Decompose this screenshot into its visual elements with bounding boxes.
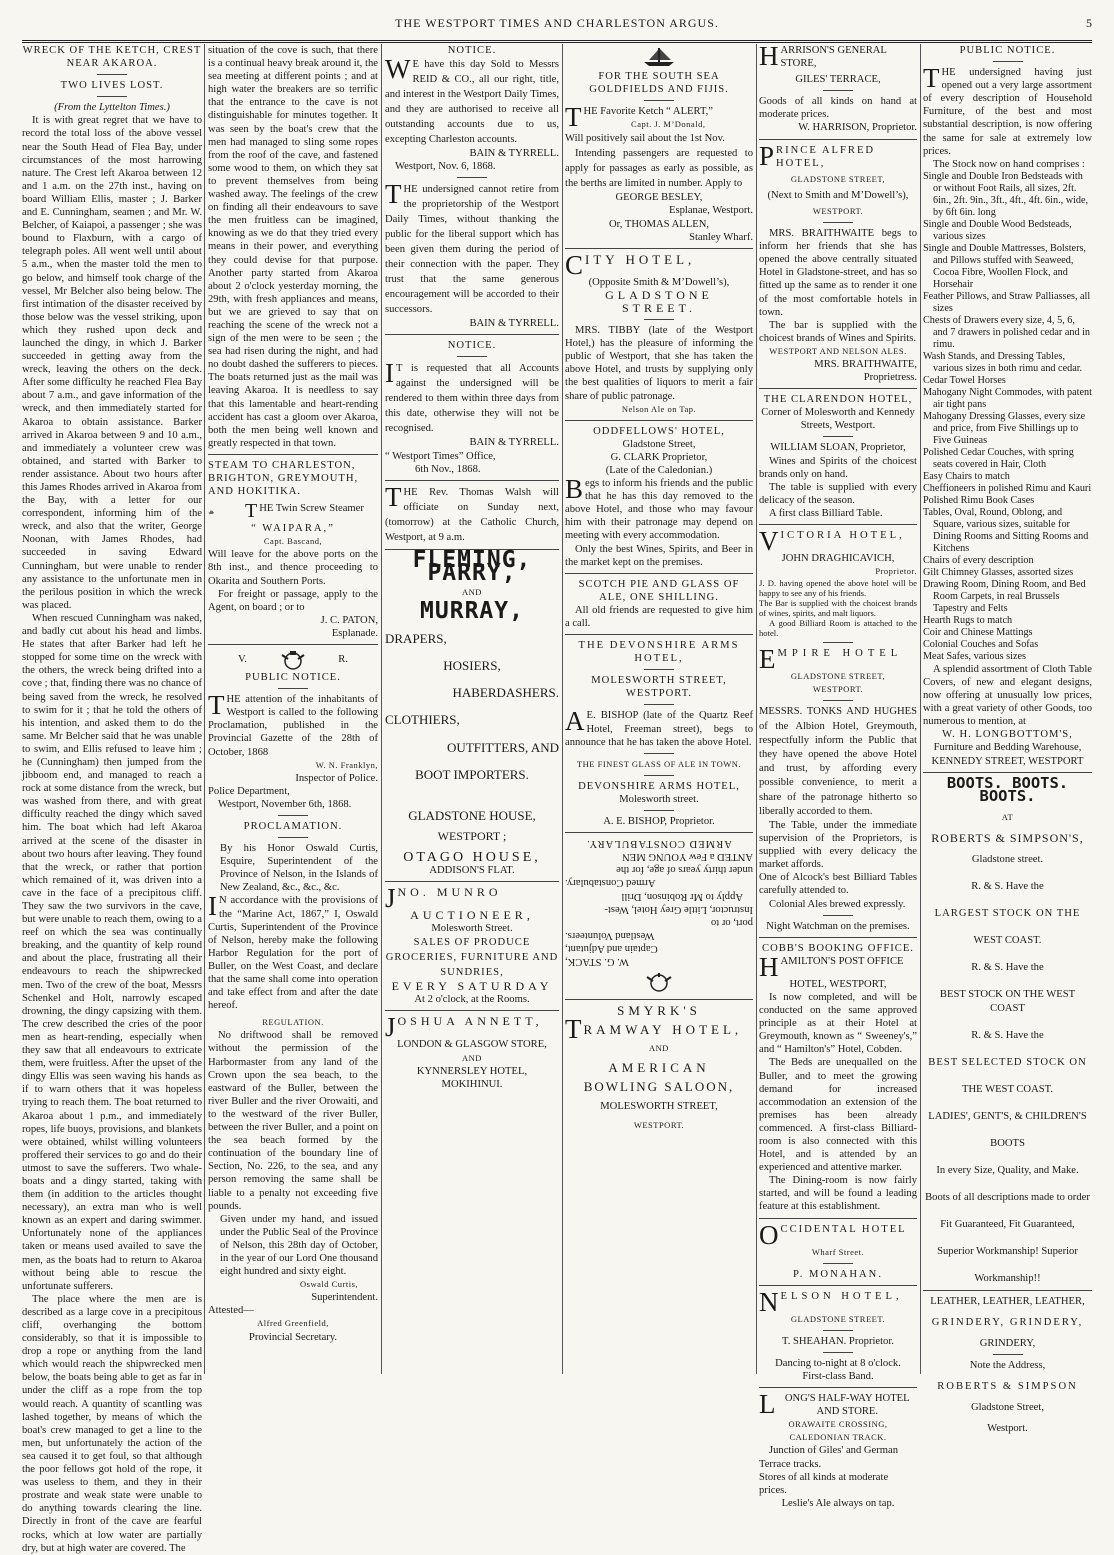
auction-sales: SALES OF PRODUCE GROCERIES, FURNITURE AND SUNDRIES,	[385, 937, 559, 979]
scotch-body: All old friends are requested to give him a call.	[565, 604, 753, 629]
hotel-name: SMYRK'S	[617, 1003, 701, 1019]
boots-at: AT	[1001, 811, 1014, 822]
attested-label: Attested—	[208, 1305, 254, 1317]
hotel-proprietor: MRS. BRAITHWAITE,	[814, 358, 917, 370]
article-paragraph: The place where the men are is described as a large cove in a precipitous cliff, overhanging the bottom considerably, so that it is impossible to drop a rope or anything from the land which would reach the shipwrecked men below, the boats being able to get as far in under the cliff as a rope from the top would reach. A quantity of scantling was lashed together, by means of which the boat's crew managed to get a line to the men, but unfortunately the action of the sea caused it to get foul, so that although the poor fellows got hold of the rope, it was useless to them, and they in their prostrate and weak state were unable to do anything towards clearing the line. Directly in front of the cave are fearful rocks, which at low water are partially dry, but at high water are covered. The	[22, 1293, 202, 1554]
hotel-name: AMERICAN	[608, 1060, 710, 1076]
furniture-item: Single and Double Mattresses, Bolsters, and Pillows stuffed with Seaweed, Cocoa Fibre, Woollen Flock, and Horsehair	[923, 242, 1086, 290]
store-name: ROBERTS & SIMPSON'S,	[931, 830, 1084, 845]
hotel-proprietor: P. MONAHAN.	[793, 1268, 883, 1280]
regulation-headline: REGULATION.	[262, 1017, 324, 1028]
store-name: ROBERTS & SIMPSON	[937, 1380, 1078, 1392]
divider	[644, 753, 674, 754]
divider	[565, 573, 753, 574]
notice-date: Westport, Nov. 6, 1868.	[395, 161, 496, 173]
ad-line: ARMED CONSTABULARY.	[586, 838, 732, 850]
hotel-street: GLADSTONE STREET,	[790, 671, 886, 682]
masthead	[22, 10, 1092, 43]
divider	[385, 881, 559, 882]
divider	[385, 1010, 559, 1011]
agent-place: Esplanade.	[331, 627, 378, 639]
boots-line: BEST SELECTED STOCK ON	[928, 1056, 1087, 1068]
store-name: LONDON & GLASGOW STORE,	[397, 1039, 547, 1051]
newspaper-title: THE WESTPORT TIMES AND CHARLESTON ARGUS.	[395, 16, 719, 30]
ad-line: under thirty years of age, for the	[616, 864, 753, 876]
firm-and: AND	[462, 586, 482, 597]
column-5: H ARRISON'S GENERAL STORE, GILES' TERRACE, Goods of all kinds on hand at moderate prices. W. HARRISON, Proprietor. P RINCE ALFRED HOTEL, GLADSTONE STREET, (Next to Smith and M’Dowell’s), WESTPORT. MRS. BRAITHWAITE begs to inform her friends that she has opened the above centrally situated Hotel in Gladstone-street, and has so fitted up the same as to render it one of the most comfortable hotels in town. The bar is supplied with the choicest brands of Wines and Spirits. WESTPORT AND NELSON ALES. MRS. BRAITHWAITE, Proprietress. THE CLARENDON HOTEL, Corner of Molesworth and Kennedy Streets, Westport. WILLIAM SLOAN, Proprietor, Wines and Spirits of the choicest brands only on hand. The table is supplied with every delicacy of the season. A first class Billiard Table. V ICTORIA HOTEL, JOHN DRAGHICAVICH, Proprietor. J. D. having opened the above hotel will be happy to see any of his friends. The Bar is supplied with the choicest brands of wines, spirits, and malt liquors. A good Billiard Room is attached to the hotel. E MPIRE HOTEL GLADSTONE STREET, WESTPORT. MESSRS. TONKS AND HUGHES of the Albion Hotel, Greymouth, respectfully inform the Public that they have opened the above Hotel and trust, by affording every possible convenience, to merit a share of the patronage hitherto so liberally accorded to them. The Table, under the immediate supervision of the Proprietors, is supplied with every delicacy the market affords. One of Alcock's best Billiard Tables carefully attended to. Colonial Ales brewed expressly. Night Watchman on the premises. COBB'S BOOKING OFFICE. H AMILTON'S POST OFFICE HOTEL, WESTPORT, Is now completed, and will be conducted on the same approved principle as at their Hotel at Greymouth, known as “ Sweeney's,” and “ Hamilton's” Hotel, Cobden. The Beds are unequalled on the Buller, and to meet the growing demand for increased accommodation an extension of the premises has been already commenced. A first-class Billiard-room is also connected with this Hotel, and is attended by an experienced and attentive marker. The Dining-room is now fairly started, and will be found a leading feature at this establishment. O CCIDENTAL HOTEL Wharf Street. P. MONAHAN. N ELSON HOTEL, GLADSTONE STREET. T. SHEAHAN. Proprietor. Dancing to-night at 8 o'clock. First-class Band. L ONG'S HALF-WAY HOTEL AND STORE. ORAWAITE CROSSING, CALEDONIAN TRACK. Junction of Giles' and German Terrace tracks. Stores of all kinds at moderate prices. Leslie's Ale always on tap.	[759, 41, 917, 1509]
boots-line: Superior Workmanship! Superior	[937, 1246, 1078, 1258]
hotel-event: Dancing to-night at 8 o'clock.	[775, 1357, 901, 1369]
divider	[644, 319, 674, 320]
hotel-street: Molesworth street.	[619, 793, 699, 805]
divider	[759, 937, 917, 938]
hotel-body: Leslie's Ale always on tap.	[781, 1497, 895, 1509]
divider	[565, 832, 753, 833]
hotel-location: Corner of Molesworth and Kennedy Streets, Westport.	[761, 407, 915, 432]
boots-line: BOOTS	[990, 1138, 1025, 1149]
divider	[565, 634, 753, 635]
steam-ad-headline: STEAM TO CHARLESTON, BRIGHTON, GREYMOUTH, AND HOKITIKA.	[208, 459, 359, 498]
store-proprietor: W. HARRISON, Proprietor.	[798, 122, 917, 134]
attested-title: Provincial Secretary.	[248, 1331, 338, 1343]
boots-line: Fit Guaranteed, Fit Guaranteed,	[940, 1219, 1075, 1231]
divider	[823, 90, 853, 91]
firm-name: MURRAY,	[420, 598, 524, 625]
boots-line: LADIES', GENT'S, & CHILDREN'S	[928, 1110, 1087, 1122]
boots-line: R. & S. Have the	[971, 1029, 1044, 1041]
sea-ad-text: HE Favorite Ketch “ ALERT,”	[583, 106, 713, 118]
trade-item: DRAPERS,	[385, 631, 447, 647]
ship-name: “ WAIPARA,”	[251, 523, 335, 535]
crest-icon	[644, 971, 674, 995]
public-notice-headline: PUBLIC NOTICE.	[245, 672, 341, 684]
hotel-proprietor-title: Proprietress.	[863, 372, 917, 384]
column-rule	[204, 44, 205, 1374]
proclamation-body: N accordance with the provisions of the “Marine Act, 1867,” I, Oswald Curtis, Superintendent of the Province of Nelson, hereby make the following Harbor Regulation for the port of Buller, on the West Coast, and declare that the same shall come into operation and take effect from and after the date hereof.	[208, 895, 378, 1012]
store-street: Gladstone Street,	[971, 1402, 1044, 1414]
hotel-proprietor: A. E. BISHOP, Proprietor.	[603, 816, 715, 828]
furniture-item: Chests of Drawers every size, 4, 5, 6, and 7 drawers in polished cedar and in rimu.	[923, 314, 1091, 350]
proclamation-headline: PROCLAMATION.	[243, 820, 343, 832]
column-rule	[381, 44, 382, 1374]
article-paragraph: When rescued Cunningham was naked, and badly cut about his head and limbs. He states that after Barker had left he stopped for some time on the wreck with the others, the wreck being drifted into a cove ; that, finding there was no chance of being saved from the wreck, he resolved to swim for it ; that he told the others of his intention, and asked them to do the same. Mr Belcher said that he was unable to swim, and Ellis refused to leave him ; he (Cunningham) then jumped from the jibboom end, and managed to reach a rock at some distance from the wreck, but was washed from there, and with great difficulty reached the dingy which saved him. The boat which had left Akaroa arrived at the scene of the disaster in about two hours after leaving. They found that the wreck, or rather that portion which remained of it, was driven into a cave in the face of a precipitous cliff. They saw the two survivors in the cave, but were unable to reach them, owing to a reef on which the sea was continually breaking, and the quantity of kelp round and about the place, frustrating all their endeavours to reach the shipwrecked men. Two of the crew of the boat, Messrs Schenkel and Holt, narrowly escaped drowning, the dingy capsizing with them. The crew described the cries of the poor men as heart-rending, especially when they saw that all endeavours to extricate them, were fruitless. After the upset of the dingy Ellis was seen waving his hands as if to warn others that it was hopeless trying to reach them. The boat returned to Akaroa about 1 p.m., and immediately ropes, life buoys, provisions, and blankets were obtained, whilst willing volunteers proffered their services to go and do their utmost to save the sufferers. Two whale-boats and a dingy started, taking with them (in addition to the articles thought necessary), an extra man who is well known as an expert and daring swimmer. Unfortunately none of the appliances taken or means used availed to save the men, as the boats had to return to Akaroa without being able to rescue the unfortunate sufferers.	[22, 612, 202, 1292]
boots-line: In every Size, Quality, and Make.	[936, 1165, 1079, 1177]
notice-headline: NOTICE.	[447, 45, 497, 56]
divider	[923, 1290, 1092, 1291]
furniture-item: Cheffioneers in polished Rimu and Kauri	[923, 482, 1092, 494]
store-place: Westport.	[987, 1423, 1028, 1435]
boots-line: Workmanship!!	[974, 1273, 1041, 1285]
vr-letter-r: R.	[338, 654, 348, 666]
divider	[823, 700, 853, 701]
hotel-body: MRS. BRAITHWAITE begs to inform her friends that she has opened the above centrally situated Hotel in Gladstone-street, and has so fitted up the same as to render it one of the most comfortable hotels in town.	[759, 228, 917, 318]
hotel-body: MESSRS. TONKS AND HUGHES of the Albion Hotel, Greymouth, respectfully inform the Public that they have opened the above Hotel and trust, by affording every possible convenience, to merit a share of the patronage hitherto so liberally accorded to them.	[759, 706, 917, 817]
divider	[644, 100, 674, 101]
hotel-body: egs to inform his friends and the public that he has this day removed to the above Hotel, and those who may favour him with their patronage may depend on meeting with every accommodation.	[565, 478, 753, 542]
sea-passengers: Intending passengers are requested to apply for passages as early as possible, as the berths are limited in number. Apply to	[565, 148, 753, 190]
furniture-item: Tables, Oval, Round, Oblong, and Square, various sizes, suitable for Dining Rooms and Sitting Rooms and Kitchens	[923, 506, 1089, 554]
furniture-item: Polished Cedar Couches, with spring seats covered in Hair, Cloth	[923, 446, 1074, 470]
divider	[644, 704, 674, 705]
divider	[457, 177, 487, 178]
ad-line: Captain and Adjutant,	[565, 942, 658, 954]
divider	[278, 815, 308, 816]
divider	[823, 436, 853, 437]
hotel-name: AMILTON'S POST OFFICE	[780, 955, 904, 967]
hotel-body: The bar is supplied with the choicest brands of Wines and Spirits.	[759, 319, 917, 344]
store-owner: OSHUA ANNETT,	[397, 1014, 543, 1029]
notice-date: 6th Nov., 1868.	[415, 463, 481, 475]
furniture-item: Single and Double Iron Bedsteads with or without Foot Rails, all sizes, 2ft. 6in., 2ft. 9in., 3ft., 4ft., 4ft. 6in., wide, by 6ft 6in. long	[923, 170, 1089, 218]
agent-name: Or, THOMAS ALLEN,	[608, 218, 710, 230]
hotel-body: One of Alcock's best Billiard Tables carefully attended to.	[759, 872, 917, 897]
furniture-item: Meat Safes, various sizes	[923, 650, 1026, 662]
hotel-name: ODDFELLOWS' HOTEL,	[593, 425, 725, 437]
store-street: Gladstone street.	[971, 853, 1044, 865]
steam-ad-body: Will leave for the above ports on the 8th inst., and thence proceeding to Okarita and Southern Ports.	[208, 549, 378, 587]
boots-line: WEST COAST.	[973, 935, 1042, 947]
hotel-name: BOWLING SALOON,	[583, 1079, 735, 1095]
divider	[759, 1285, 917, 1286]
furniture-item: Colonial Couches and Sofas	[923, 638, 1039, 650]
column-1-wreck-article	[22, 44, 202, 1554]
ship-captain: Capt. Bascand,	[263, 536, 323, 547]
proclamation-signature: Oswald Curtis,	[300, 1279, 358, 1290]
royal-arms	[208, 649, 378, 671]
furniture-item: Mahogany Dressing Glasses, every size and price, from Five Shillings up to Five Guineas	[923, 410, 1086, 446]
boots-line: THE WEST COAST.	[962, 1083, 1053, 1095]
notice-headline: NOTICE.	[447, 340, 497, 352]
divider	[97, 74, 127, 75]
sea-ad-headline: FOR THE SOUTH SEA GOLDFIELDS AND FIJIS.	[589, 71, 729, 96]
scotch-headline: SCOTCH PIE AND GLASS OF ALE, ONE SHILLING.	[578, 578, 740, 603]
hotel-event: First-class Band.	[802, 1371, 874, 1382]
hotel-street: GLADSTONE STREET.	[790, 1313, 886, 1324]
store-and: AND	[462, 1052, 482, 1063]
furniture-item: Coir and Chinese Mattings	[923, 626, 1033, 638]
hotel-body: The Dining-room is now fairly started, and will be found a leading feature at this establishment.	[759, 1175, 917, 1213]
steamship-icon	[208, 502, 242, 522]
boots-line: BEST STOCK ON THE WEST COAST	[939, 989, 1076, 1014]
divider	[759, 1387, 917, 1388]
steam-ad-freight: For freight or passage, apply to the Agent, on board ; or to	[208, 588, 378, 613]
hotel-name: ICTORIA HOTEL,	[780, 530, 905, 541]
ad-line: Apply to Mr Robinson, Drill	[621, 890, 743, 902]
regulation-body: No driftwood shall be removed without the permission of the Harbormaster from any land of the Crown upon the sea beach, to the eastward of the Buller, between the river Buller and the river Orowaiti, and to the westward of the river Buller, between the river Buller, and a point on the sea beach formed by the continuation of the boundary line of Section, No. 226, to the sea, and any person removing the same shall be liable to a penalty not exceeding five pounds.	[208, 1030, 378, 1212]
vr-letter-v: V.	[238, 654, 247, 666]
column-rule	[920, 44, 921, 1374]
notice-signature: BAIN & TYRRELL.	[469, 318, 559, 330]
sailing-ship-icon	[641, 47, 677, 67]
hotel-proprietor: G. CLARK Proprietor,	[610, 451, 708, 463]
hotel-name: RINCE ALFRED HOTEL,	[776, 144, 876, 169]
hotel-body: Night Watchman on the premises.	[766, 920, 910, 932]
hotel-proprietor: JOHN DRAGHICAVICH,	[781, 553, 895, 564]
hotel-body: E. BISHOP (late of the Quartz Reef Hotel, Freeman street), begs to announce that he has taken the above Hotel.	[565, 710, 753, 748]
divider	[823, 1330, 853, 1331]
hotel-body: Junction of Giles' and German Terrace tracks.	[759, 1445, 899, 1470]
page-number: 5	[1086, 16, 1092, 30]
public-notice-body: HE attention of the inhabitants of Westport is called to the following Proclamation, published in the Provincial Gazette of the 28th of October, 1868	[208, 694, 378, 758]
hotel-street: GLADSTONE STREET.	[605, 287, 713, 315]
notice-signature-title: Furniture and Bedding Warehouse,	[933, 742, 1082, 754]
notice-signature: BAIN & TYRRELL.	[469, 437, 559, 449]
public-notice-body: A splendid assortment of Cloth Table Covers, of new and elegant designs, now offering at unusually low prices, with a great variety of other Goods, too numerous to mention, at	[923, 663, 1092, 728]
store-location: GILES' TERRACE,	[795, 74, 881, 86]
divider	[759, 1218, 917, 1219]
hotel-body: Colonial Ales brewed expressly.	[769, 898, 906, 910]
boots-line: GRINDERY, GRINDERY,	[931, 1316, 1084, 1328]
agent-name: J. C. PATON,	[320, 614, 378, 626]
notice-office: “ Westport Times” Office,	[385, 450, 496, 462]
hotel-place: WESTPORT.	[633, 1119, 685, 1130]
hotel-street: Wharf Street.	[811, 1246, 865, 1257]
trade-item: BOOT IMPORTERS.	[415, 766, 529, 782]
notice-signature: BAIN & TYRRELL.	[469, 148, 559, 160]
hotel-name: CCIDENTAL HOTEL	[780, 1223, 907, 1235]
divider	[208, 644, 378, 645]
divider	[565, 420, 753, 421]
auctioneer-street: Molesworth Street.	[431, 923, 513, 935]
divider	[278, 688, 308, 689]
hotel-location: (Next to Smith and M’Dowell’s),	[767, 189, 909, 201]
boots-line: Note the Address,	[969, 1359, 1046, 1371]
hotel-and: AND	[649, 1043, 669, 1054]
hotel-place: MOKIHINUI.	[441, 1078, 503, 1090]
hotel-proprietor: T. SHEAHAN. Proprietor.	[782, 1335, 894, 1347]
divider	[278, 837, 308, 838]
divider	[823, 222, 853, 223]
trade-item: HOSIERS,	[443, 658, 501, 674]
notice-body: HE Rev. Thomas Walsh will officiate on Sunday next, (tomorrow) at the Catholic Church, Westport, at 9 a.m.	[385, 486, 559, 543]
furniture-item: Gilt Chimney Glasses, assorted sizes	[923, 566, 1074, 578]
article-paragraph: It is with great regret that we have to record the total loss of the above vessel near the South Head of Flea Bay, under circumstances of the most harrowing nature. The Crest left Akaroa between 12 and 1 a.m. on the 27th inst., having on board William Ellis, master ; J. Barker and E. Cunningham, seamen ; and Mr. W. Belcher, of Kaiapoi, a passenger ; she was bound to Flaxburn, with a cargo of telegraph poles. All went well until about 5 a.m., when the master told the men to go below, and himself took charge of the vessel, Mr Belcher also being below. The first intimation of the disaster received by those below was the vessel striking, upon which they rushed upon deck and launched the dingy, in which J. Barker succeeded in getting away from the wreck, leaving the others on the deck. After some difficulty he reached Flea Bay about 7 a.m., and gave information of the wreck, and then immediately started for Akaroa to obtain assistance. Barker arrived in Akaroa between 9 and 10 a.m., and immediately a volunteer crew was obtained, and started with Barker to render assistance. About two hours after this James Rhodes arrived in Akaroa from the Bay, with a letter for our correspondent, informing him of the wreck, and also that the writer, George Noonan, with James Rhodes, had succeeded in saving Edward Cunningham, but were unable to render any assistance to the unfortunate men in the perilous position in which the wreck was placed.	[22, 115, 202, 611]
divider	[993, 1354, 1023, 1355]
hotel-ale: Nelson Ale on Tap.	[621, 403, 697, 414]
hotel-place: WESTPORT.	[812, 205, 864, 216]
divider	[644, 810, 674, 811]
hotel-body: Only the best Wines, Spirits, and Beer in the market kept on the premises.	[565, 543, 753, 568]
hotel-street: GLADSTONE STREET,	[790, 173, 886, 184]
divider	[457, 356, 487, 357]
hotel-ale: THE FINEST GLASS OF ALE IN TOWN.	[576, 758, 742, 769]
hotel-street: MOLESWORTH STREET, WESTPORT.	[591, 675, 727, 700]
notice-date: Westport, November 6th, 1868.	[218, 798, 352, 810]
divider	[385, 334, 559, 335]
hotel-location: ORAWAITE CROSSING, CALEDONIAN TRACK.	[788, 1419, 888, 1443]
hotel-body: Wines and Spirits of the choicest brands only on hand.	[759, 455, 917, 480]
public-notice-body: HE undersigned having just opened out a very large assortment of every description of Household Furniture, of the best and most substantial description, is now offering the same for sale at extremely low prices.	[923, 67, 1092, 157]
trade-item: HABERDASHERS.	[452, 685, 559, 701]
boots-line: Boots of all descriptions made to order	[925, 1192, 1090, 1204]
auctioneer-name: NO. MUNRO	[397, 885, 502, 900]
hotel-proprietor-title: Proprietor.	[875, 566, 917, 577]
divider	[208, 454, 378, 455]
furniture-item: Feather Pillows, and Straw Palliasses, all sizes	[923, 290, 1091, 314]
hotel-body: The Beds are unequalled on the Buller, and to meet the growing demand for increased accommodation an extension of the premises has been already commenced. A first-class Billiard-room is also connected with this Hotel, and is attended by an experienced and attentive marker.	[759, 1057, 917, 1174]
trade-item: CLOTHIERS,	[385, 712, 460, 728]
column-rule	[562, 44, 563, 1374]
divider	[644, 669, 674, 670]
boots-line: GRINDERY,	[979, 1337, 1036, 1349]
divider	[565, 248, 753, 249]
store-place: WESTPORT ;	[437, 828, 507, 843]
ad-line: port, or to	[710, 916, 753, 928]
hotel-street: Gladstone Street,	[622, 438, 696, 450]
trade-item: OUTFITTERS, AND	[447, 739, 559, 755]
hotel-street: MOLESWORTH STREET,	[600, 1100, 718, 1112]
notice-body: E have this day Sold to Messrs REID & CO., all our right, title, and interest in the Westport Daily Times, and they are authorised to receive all outstanding accounts due to us, excepting Charleston accounts.	[385, 59, 559, 146]
boots-line: LARGEST STOCK ON THE	[934, 908, 1081, 920]
boots-line: R. & S. Have the	[971, 962, 1044, 974]
steam-ad-text: HE Twin Screw Steamer	[259, 503, 364, 515]
auction-time: At 2 o'clock, at the Rooms.	[414, 994, 530, 1006]
article-subheadline: TWO LIVES LOST.	[60, 80, 164, 92]
boots-line: R. & S. Have the	[971, 881, 1044, 893]
column-3: NOTICE. W E have this day Sold to Messrs REID & CO., all our right, title, and interest in the Westport Daily Times, and they are authorised to receive all outstanding accounts due to us, excepting Charleston accounts. BAIN & TYRRELL. Westport, Nov. 6, 1868. T HE undersigned cannot retire from the proprietorship of the Westport Daily Times, without thanking the public for the liberal support which has been given them during the period of their connection with the paper. They trust that the same generous encouragement will be accorded to their successors. BAIN & TYRRELL. NOTICE. I T is requested that all Accounts against the undersigned will be rendered to them within three days from this date, otherwise they will not be recognised. BAIN & TYRRELL. “ Westport Times” Office, 6th Nov., 1868. T HE Rev. Thomas Walsh will officiate on Sunday next, (tomorrow) at the Catholic Church, Westport, at 9 a.m. FLEMING, PARRY, AND MURRAY, DRAPERS, HOSIERS, HABERDASHERS. CLOTHIERS, OUTFITTERS, AND BOOT IMPORTERS. GLADSTONE HOUSE, WESTPORT ; OTAGO HOUSE, ADDISON'S FLAT. J NO. MUNRO AUCTIONEER, Molesworth Street. SALES OF PRODUCE GROCERIES, FURNITURE AND SUNDRIES, EVERY SATURDAY At 2 o'clock, at the Rooms. J OSHUA ANNETT, LONDON & GLASGOW STORE, AND KYNNERSLEY HOTEL, MOKIHINUI.	[385, 45, 559, 1090]
column-4: FOR THE SOUTH SEA GOLDFIELDS AND FIJIS. T HE Favorite Ketch “ ALERT,” Capt. J. M’Donald, Will positively sail about the 1st Nov. Intending passengers are requested to apply for passages as early as possible, as the berths are limited in number. Apply to GEORGE BESLEY, Esplanae, Westport. Or, THOMAS ALLEN, Stanley Wharf. C ITY HOTEL, (Opposite Smith & M’Dowell’s), GLADSTONE STREET. MRS. TIBBY (late of the Westport Hotel,) has the pleasure of informing the public of Westport, that she has taken the above Hotel, and trusts by supplying only the best qualities of liquors to merit a fair share of public patronage. Nelson Ale on Tap. ODDFELLOWS' HOTEL, Gladstone Street, G. CLARK Proprietor, (Late of the Caledonian.) B egs to inform his friends and the public that he has this day removed to the above Hotel, and those who may favour him with their patronage may depend on meeting with every accommodation. Only the best Wines, Spirits, and Beer in the market kept on the premises. SCOTCH PIE AND GLASS OF ALE, ONE SHILLING. All old friends are requested to give him a call. THE DEVONSHIRE ARMS HOTEL, MOLESWORTH STREET, WESTPORT. A E. BISHOP (late of the Quartz Reef Hotel, Freeman street), begs to announce that he has taken the above Hotel. THE FINEST GLASS OF ALE IN TOWN. DEVONSHIRE ARMS HOTEL, Molesworth street. A. E. BISHOP, Proprietor. W. G. STACK, Captain and Adjutant, Westland Volunteers. port, or to Instructor, Little Grey Hotel, West- Apply to Mr Robinson, Drill Armed Constabulary. under thirty years of age, for the ANTED a Few YOUNG MEN ARMED CONSTABULARY. SMYRK'S T RAMWAY HOTEL, AND AMERICAN BOWLING SALOON, MOLESWORTH STREET, WESTPORT.	[565, 44, 753, 1372]
furniture-item: Mahogany Night Commodes, with patent air tight pans	[923, 386, 1092, 410]
sea-sailing: Will positively sail about the 1st Nov.	[565, 133, 725, 145]
divider	[759, 139, 917, 140]
agent-place: Esplanae, Westport.	[669, 205, 753, 217]
divider	[385, 480, 559, 481]
ad-line: W. G. STACK,	[565, 956, 629, 968]
ad-line: Instructor, Little Grey Hotel, West-	[604, 903, 753, 915]
article-source: (From the Lyttelton Times.)	[54, 102, 170, 114]
royal-crest-icon	[278, 649, 308, 671]
stock-intro: The Stock now on hand comprises :	[933, 158, 1085, 170]
hotel-ales: WESTPORT AND NELSON ALES.	[769, 345, 907, 356]
furniture-item: Single and Double Wood Bedsteads, various sizes	[923, 218, 1072, 242]
hotel-late: (Late of the Caledonian.)	[605, 464, 713, 476]
store-name: ARRISON'S GENERAL STORE,	[780, 45, 887, 70]
agent-place: Stanley Wharf.	[689, 231, 753, 243]
hotel-body: MRS. TIBBY (late of the Westport Hotel,) has the pleasure of informing the public of Westport, that she has taken the above Hotel, and trusts by supplying only the best qualities of liquors to merit a fair share of public patronage.	[565, 325, 753, 402]
sea-captain: Capt. J. M’Donald,	[631, 119, 706, 130]
hotel-body: The Bar is supplied with the choicest brands of wines, spirits, and malt liquors.	[759, 598, 917, 619]
notice-signature: W. N. Franklyn,	[315, 759, 378, 770]
divider	[993, 61, 1023, 62]
furniture-item: Drawing Room, Dining Room, and Bed Room Carpets, in real Brussels Tapestry and Felts	[923, 578, 1086, 614]
ad-line: ANTED a Few YOUNG MEN	[622, 851, 753, 863]
notice-signature-title: Inspector of Police.	[295, 772, 378, 784]
store-body: Goods of all kinds on hand at moderate prices.	[759, 96, 917, 121]
hotel-proprietor: WILLIAM SLOAN, Proprietor,	[770, 442, 906, 454]
furniture-item: Polished Rimu Book Cases	[923, 494, 1035, 506]
hotel-body: J. D. having opened the above hotel will be happy to see any of his friends.	[759, 578, 917, 599]
hotel-name: HOTEL, WESTPORT,	[789, 978, 887, 990]
hotel-body: Stores of all kinds at moderate prices.	[759, 1471, 889, 1496]
divider	[823, 642, 853, 643]
auction-day: EVERY SATURDAY	[391, 979, 553, 994]
proclamation-intro: By his Honor Oswald Curtis, Esquire, Superintendent of the Province of Nelson, in the Islands of New Zealand, &c., &c., &c.	[220, 843, 378, 894]
store-place: ADDISON'S FLAT.	[429, 864, 515, 876]
hotel-body: A first class Billiard Table.	[769, 507, 883, 519]
hotel-name: THE DEVONSHIRE ARMS HOTEL,	[578, 640, 740, 665]
divider	[759, 524, 917, 525]
attested-name: Alfred Greenfield,	[257, 1318, 329, 1329]
public-notice-headline: PUBLIC NOTICE.	[959, 45, 1056, 56]
furniture-item: Chairs of every description	[923, 554, 1034, 566]
proclamation-given: Given under my hand, and issued under the Public Seal of the Province of Nelson, this 28th day of October, in the year of our Lord One thousand eight hundred and sixty eight.	[220, 1213, 378, 1278]
agent-name: GEORGE BESLEY,	[615, 192, 703, 204]
hotel-body: The table is supplied with every delicacy of the season.	[759, 481, 917, 506]
boots-headline: BOOTS. BOOTS. BOOTS.	[946, 773, 1069, 805]
hotel-name: MPIRE HOTEL	[777, 648, 903, 660]
divider	[97, 96, 127, 97]
column-rule	[756, 44, 757, 1374]
hotel-body: The Table, under the immediate supervision of the Proprietors, is supplied with every delicacy the market affords.	[759, 820, 917, 871]
furniture-list	[923, 171, 1092, 663]
hotel-name: THE CLARENDON HOTEL,	[763, 394, 913, 406]
hotel-body: A good Billiard Room is attached to the hotel.	[759, 618, 917, 639]
column-6: PUBLIC NOTICE. T HE undersigned having just opened out a very large assortment of every description of Household Furniture, of the best and most substantial description, is now offering the same for sale at extremely low prices. The Stock now on hand comprises : Single and Double Iron Bedsteads with or without Foot Rails, all sizes, 2ft. 6in., 2ft. 9in., 3ft., 4ft., 4ft. 6in., wide, by 6ft 6in. long Single and Double Wood Bedsteads, various sizes Single and Double Mattresses, Bolsters, and Pillows stuffed with Seaweed, Cocoa Fibre, Woollen Flock, and Horsehair Feather Pillows, and Straw Palliasses, all sizes Chests of Drawers every size, 4, 5, 6, and 7 drawers in polished cedar and in rimu. Wash Stands, and Dressing Tables, various sizes in both rimu and cedar. Cedar Towel Horses Mahogany Night Commodes, with patent air tight pans Mahogany Dressing Glasses, every size and price, from Five Shillings up to Five Guineas Polished Cedar Couches, with spring seats covered in Hair, Cloth Easy Chairs to match Cheffioneers in polished Rimu and Kauri Polished Rimu Book Cases Tables, Oval, Round, Oblong, and Square, various sizes, suitable for Dining Rooms and Sitting Rooms and Kitchens Chairs of every description Gilt Chimney Glasses, assorted sizes Drawing Room, Dining Room, and Bed Room Carpets, in real Brussels Tapestry and Felts Hearth Rugs to match Coir and Chinese Mattings Colonial Couches and Sofas Meat Safes, various sizes A splendid assortment of Cloth Table Covers, of new and elegant designs, now offering at unusually low prices, with a great variety of other Goods, too numerous to mention, at W. H. LONGBOTTOM'S, Furniture and Bedding Warehouse, KENNEDY STREET, WESTPORT BOOTS. BOOTS. BOOTS. AT ROBERTS & SIMPSON'S, Gladstone street. R. & S. Have the LARGEST STOCK ON THE WEST COAST. R. & S. Have the BEST STOCK ON THE WEST COAST R. & S. Have the BEST SELECTED STOCK ON THE WEST COAST. LADIES', GENT'S, & CHILDREN'S BOOTS In every Size, Quality, and Make. Boots of all descriptions made to order Fit Guaranteed, Fit Guaranteed, Superior Workmanship! Superior Workmanship!! LEATHER, LEATHER, LEATHER, GRINDERY, GRINDERY, GRINDERY, Note the Address, ROBERTS & SIMPSON Gladstone Street, Westport.	[923, 45, 1092, 1435]
hotel-location: (Opposite Smith & M’Dowell’s),	[588, 276, 730, 288]
boots-line: LEATHER, LEATHER, LEATHER,	[930, 1295, 1085, 1307]
furniture-item: Hearth Rugs to match	[923, 614, 1013, 626]
hotel-body: Is now completed, and will be conducted on the same approved principle as at their Hotel at Greymouth, known as “ Sweeney's,” and “ Hamilton's” Hotel, Cobden.	[759, 991, 917, 1056]
hotel-name: ELSON HOTEL,	[780, 1290, 903, 1302]
hotel-name: ONG'S HALF-WAY HOTEL AND STORE.	[784, 1393, 910, 1418]
divider	[565, 999, 753, 1000]
hotel-place: WESTPORT.	[812, 684, 864, 695]
divider	[823, 1263, 853, 1264]
notice-signature: W. H. LONGBOTTOM'S,	[942, 729, 1073, 741]
notice-body: T is requested that all Accounts against the undersigned will be rendered to them within three days from this date, otherwise they will not be recognised.	[385, 363, 559, 435]
divider	[923, 772, 1092, 773]
ad-line: Westland Volunteers.	[565, 929, 655, 941]
store-name: OTAGO HOUSE,	[403, 849, 541, 865]
divider	[823, 915, 853, 916]
steam-ad: T HE Twin Screw Steamer “ WAIPARA,” Capt. Bascand, Will leave for the above ports on the 8th inst., and thence proceeding to Okarita and Southern Ports. For freight or passage, apply to the Agent, on board ; or to J. C. PATON, Esplanade.	[208, 500, 378, 639]
ad-line: Armed Constabulary.	[565, 877, 656, 889]
hotel-name: KYNNERSLEY HOTEL,	[416, 1065, 528, 1077]
article-continuation: situation of the cove is such, that there is a continual heavy break around it, the sea meeting at different points ; and at high water the breakers are so terrific that the entrance to the cave is not distinguishable for minutes together. It was seen by the boat's crew that the men had managed to sling some ropes from the roof of the cave, and fastened some wood to them, on which they sat to prevent themselves from being washed away. The feelings of the crew on finding all their endeavours to save the men fruitless can be imagined, knowing as we do that they tried every means in their power, and everything they could devise for that purpose. Another party started from Akaroa about 2 o'clock yesterday morning, the 29th, with fresh appliances and means, but we are grieved to say that on reaching the scene of the wreck not a sign of the men were to be seen ; the sea had risen during the night, and had no doubt dashed the sufferers to pieces. The boats returned just as the mail was leaving Akaroa. It is needless to say that this lamentable and heart-rending accident has cast a gloom over Akaroa, both the men being well known and greatly respected in that town.	[208, 45, 378, 449]
furniture-item: Cedar Towel Horses	[923, 374, 1006, 386]
divider	[823, 1352, 853, 1353]
upside-down-constabulary-ad	[565, 837, 753, 968]
furniture-item: Easy Chairs to match	[923, 470, 1010, 482]
booking-office: COBB'S BOOKING OFFICE.	[762, 942, 914, 954]
divider	[759, 388, 917, 389]
notice-address: KENNEDY STREET, WESTPORT	[931, 755, 1084, 767]
proclamation-signature-title: Superintendent.	[311, 1292, 378, 1304]
auctioneer-title: AUCTIONEER,	[410, 908, 534, 923]
divider	[644, 775, 674, 776]
column-2: situation of the cove is such, that there is a continual heavy break around it, the sea meeting at different points ; and at high water the breakers are so terrific that the entrance to the cave is not distinguishable for minutes together. It was seen by the boat's crew that the men had managed to sling some ropes from the roof of the cave, and fastened some wood to them, on which they sat to prevent themselves from being washed away. The feelings of the crew on finding all their endeavours to save the men fruitless can be imagined, knowing as we do that they tried every means in their power, and everything they could devise for that purpose. Another party started from Akaroa about 2 o'clock yesterday morning, the 29th, with fresh appliances and means, but we are grieved to say that on reaching the scene of the wreck not a sign of the men were to be seen ; the sea had risen during the night, and had no doubt dashed the sufferers to pieces. The boats returned just as the mail was leaving Akaroa. It is needless to say that this lamentable and heart-rending accident has cast a gloom over Akaroa, both the men being well known and greatly respected in that town. STEAM TO CHARLESTON, BRIGHTON, GREYMOUTH, AND HOKITIKA. T HE Twin Screw Steamer “ WAIPARA,” Capt. Bascand, Will leave for the above ports on the 8th inst., and thence proceeding to Okarita and Southern Ports. For freight or passage, apply to the Agent, on board ; or to J. C. PATON, Esplanade. V. R. PUBLIC NOTICE. T HE attention of the inhabitants of Westport is called to the following Proclamation, published in the Provincial Gazette of the 28th of October, 1868 W. N. Franklyn, Inspector of Police. Police Department, Westport, November 6th, 1868. PROCLAMATION. By his Honor Oswald Curtis, Esquire, Superintendent of the Province of Nelson, in the Islands of New Zealand, &c., &c., &c. I N accordance with the provisions of the “Marine Act, 1867,” I, Oswald Curtis, Superintendent of the Province of Nelson, hereby make the following Harbor Regulation for the port of Buller, on the West Coast, and declare that the same shall come into operation and take effect from and after the date hereof. REGULATION. No driftwood shall be removed without the permission of the Harbormaster from any land of the Crown upon the sea beach, to the eastward of the Buller, between the river Buller and the river Orowaiti, and to the westward of the river Buller, between the river Buller, and a point on the sea beach formed by the continuation of the boundary line of Section, No. 226, to the sea, and any person removing the same shall be liable to a penalty not exceeding five pounds. Given under my hand, and issued under the Public Seal of the Province of Nelson, this 28th day of October, in the year of our Lord One thousand eight hundred and sixty eight. Oswald Curtis, Superintendent. Attested— Alfred Greenfield, Provincial Secretary.	[208, 45, 378, 1343]
firm-name: FLEMING, PARRY,	[412, 546, 532, 586]
furniture-item: Wash Stands, and Dressing Tables, various sizes in both rimu and cedar.	[923, 350, 1083, 374]
hotel-name: DEVONSHIRE ARMS HOTEL,	[578, 780, 740, 792]
hotel-name: ITY HOTEL,	[585, 251, 696, 267]
article-headline: WRECK OF THE KETCH, CREST NEAR AKAROA.	[22, 45, 202, 70]
store-name: GLADSTONE HOUSE,	[408, 807, 536, 823]
notice-body: HE undersigned cannot retire from the proprietorship of the Westport Daily Times, without thanking the public for the liberal support which has been given them during the period of their connection with the paper. They trust that the same generous encouragement will be accorded to their successors.	[385, 184, 559, 316]
notice-department: Police Department,	[208, 785, 290, 797]
hotel-name: RAMWAY HOTEL,	[583, 1022, 743, 1038]
